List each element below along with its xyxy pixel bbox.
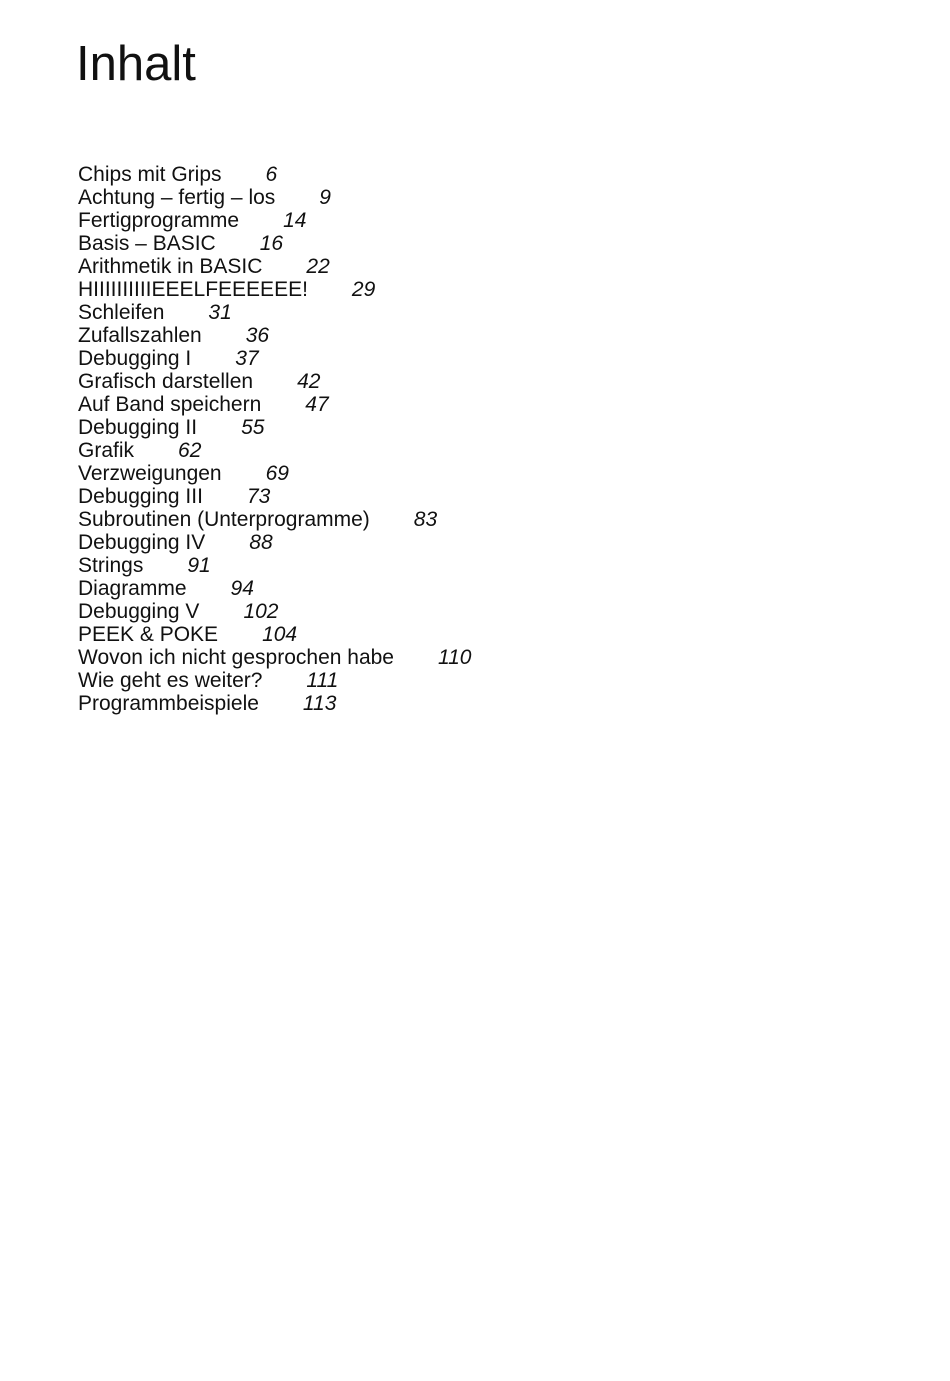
toc-entry-page: 83 bbox=[413, 508, 438, 531]
toc-entry-title: Debugging I bbox=[78, 347, 192, 370]
toc-entry bbox=[78, 508, 471, 531]
toc-entry-title: Grafik bbox=[78, 439, 135, 462]
toc-entry-page: 37 bbox=[235, 347, 259, 370]
toc-entry-title: Debugging V bbox=[78, 600, 200, 623]
toc-entry-title: Grafisch darstellen bbox=[78, 370, 254, 393]
toc-entry bbox=[78, 646, 471, 669]
toc-entry-title: Debugging IV bbox=[78, 531, 206, 554]
page-title: Inhalt bbox=[76, 37, 196, 91]
toc-entry-title: Debugging II bbox=[78, 416, 198, 439]
toc-entry-title: Arithmetik in BASIC bbox=[78, 255, 263, 278]
toc-entry-title: Verzweigungen bbox=[78, 462, 222, 485]
toc-entry bbox=[78, 669, 471, 692]
toc-entry bbox=[78, 485, 471, 508]
toc-entry-page: 88 bbox=[249, 531, 273, 554]
toc-entry-page: 36 bbox=[245, 324, 270, 347]
toc-entry-title: Zufallszahlen bbox=[78, 324, 202, 347]
toc-entry-title: Debugging III bbox=[78, 485, 203, 508]
toc-entry bbox=[78, 301, 471, 324]
toc-entry bbox=[78, 186, 471, 209]
toc-entry-page: 104 bbox=[262, 623, 298, 646]
toc-entry bbox=[78, 347, 471, 370]
toc-entry-page: 47 bbox=[305, 393, 329, 416]
toc-entry-page: 73 bbox=[246, 485, 271, 508]
toc-entry-page: 113 bbox=[302, 692, 337, 715]
toc-entry bbox=[78, 623, 471, 646]
toc-entry-page: 102 bbox=[243, 600, 279, 623]
table-of-contents bbox=[78, 163, 471, 715]
toc-entry-title: PEEK & POKE bbox=[78, 623, 219, 646]
toc-entry-title: Schleifen bbox=[78, 301, 165, 324]
toc-entry-title: Programmbeispiele bbox=[78, 692, 259, 715]
toc-entry-page: 9 bbox=[319, 186, 331, 209]
toc-entry-title: HIIIIIIIIIIEEELFEEEEEE! bbox=[78, 278, 308, 301]
toc-entry-title: Basis – BASIC bbox=[78, 232, 216, 255]
toc-entry bbox=[78, 370, 471, 393]
toc-entry-page: 110 bbox=[437, 646, 472, 669]
toc-entry bbox=[78, 163, 471, 186]
toc-entry-page: 16 bbox=[259, 232, 284, 255]
toc-entry bbox=[78, 462, 471, 485]
toc-entry-page: 111 bbox=[306, 669, 339, 692]
toc-entry bbox=[78, 209, 471, 232]
toc-entry bbox=[78, 692, 471, 715]
toc-entry bbox=[78, 600, 471, 623]
toc-entry bbox=[78, 278, 471, 301]
toc-entry-title: Subroutinen (Unterprogramme) bbox=[78, 508, 370, 531]
toc-entry bbox=[78, 393, 471, 416]
toc-entry bbox=[78, 554, 471, 577]
toc-entry-page: 22 bbox=[306, 255, 330, 278]
toc-entry-page: 31 bbox=[208, 301, 232, 324]
toc-entry-page: 29 bbox=[351, 278, 376, 301]
toc-entry bbox=[78, 324, 471, 347]
toc-entry-title: Diagramme bbox=[78, 577, 187, 600]
toc-entry-title: Wovon ich nicht gesprochen habe bbox=[78, 646, 394, 669]
toc-entry-page: 14 bbox=[283, 209, 307, 232]
toc-entry-page: 94 bbox=[230, 577, 254, 600]
toc-entry-page: 69 bbox=[265, 462, 289, 485]
toc-entry bbox=[78, 531, 471, 554]
toc-entry-title: Strings bbox=[78, 554, 144, 577]
toc-entry bbox=[78, 416, 471, 439]
toc-entry-page: 42 bbox=[297, 370, 321, 393]
toc-entry-title: Wie geht es weiter? bbox=[78, 669, 263, 692]
toc-entry-page: 62 bbox=[178, 439, 202, 462]
toc-entry-title: Chips mit Grips bbox=[78, 163, 222, 186]
toc-entry-page: 6 bbox=[265, 163, 278, 186]
toc-entry bbox=[78, 232, 471, 255]
toc-entry bbox=[78, 439, 471, 462]
toc-entry-title: Fertigprogramme bbox=[78, 209, 240, 232]
toc-entry bbox=[78, 255, 471, 278]
toc-entry-title: Auf Band speichern bbox=[78, 393, 262, 416]
toc-entry-title: Achtung – fertig – los bbox=[78, 186, 276, 209]
toc-entry-page: 55 bbox=[241, 416, 265, 439]
toc-entry bbox=[78, 577, 471, 600]
toc-entry-page: 91 bbox=[187, 554, 211, 577]
